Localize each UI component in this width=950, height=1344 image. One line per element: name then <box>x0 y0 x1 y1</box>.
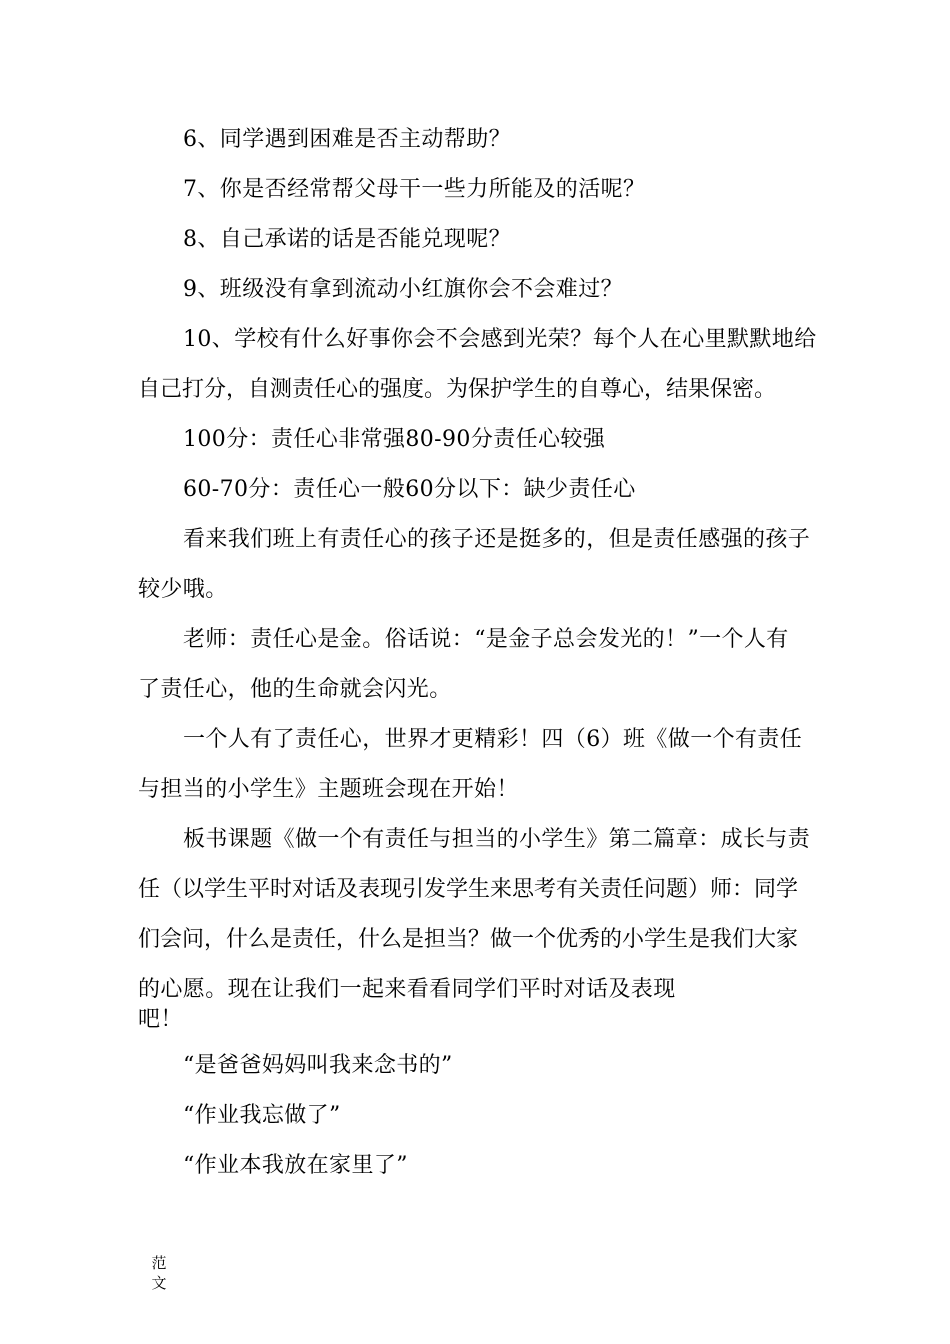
text-line: 们会问，什么是责任，什么是担当？做一个优秀的小学生是我们大家 <box>138 927 799 952</box>
text-line: 8、自己承诺的话是否能兑现呢？ <box>183 227 511 252</box>
text-line: 与担当的小学生》主题班会现在开始！ <box>138 777 519 802</box>
text-line: 的心愿。现在让我们一起来看看同学们平时对话及表现 <box>138 977 676 1002</box>
quote-line: “作业本我放在家里了” <box>183 1153 408 1178</box>
text-line: 吧！ <box>138 1007 183 1032</box>
footer-char: 范 <box>151 1254 167 1272</box>
text-line: 9、班级没有拿到流动小红旗你会不会难过？ <box>183 277 623 302</box>
text-line: 一个人有了责任心，世界才更精彩！四（6）班《做一个有责任 <box>183 727 803 752</box>
text-line: 老师：责任心是金。俗话说：“是金子总会发光的！”一个人有 <box>183 627 789 652</box>
text-line: 60-70分：责任心一般60分以下：缺少责任心 <box>183 477 636 502</box>
text-line: 7、你是否经常帮父母干一些力所能及的活呢？ <box>183 177 646 202</box>
text-line: 板书课题《做一个有责任与担当的小学生》第二篇章：成长与责 <box>183 827 811 852</box>
quote-line: “作业我忘做了” <box>183 1103 341 1128</box>
text-line: 了责任心，他的生命就会闪光。 <box>138 677 452 702</box>
text-line: 6、同学遇到困难是否主动帮助？ <box>183 127 511 152</box>
text-line: 任（以学生平时对话及表现引发学生来思考有关责任问题）师：同学 <box>138 877 799 902</box>
text-line: 自己打分，自测责任心的强度。为保护学生的自尊心，结果保密。 <box>138 377 777 402</box>
text-line: 较少哦。 <box>138 577 228 602</box>
footer-char: 文 <box>151 1274 167 1292</box>
text-line: 10、学校有什么好事你会不会感到光荣？每个人在心里默默地给 <box>183 327 817 352</box>
text-line: 看来我们班上有责任心的孩子还是挺多的，但是责任感强的孩子 <box>183 527 811 552</box>
page-footer <box>150 1253 168 1293</box>
quote-line: “是爸爸妈妈叫我来念书的” <box>183 1053 453 1078</box>
text-line: 100分：责任心非常强80-90分责任心较强 <box>183 427 606 452</box>
